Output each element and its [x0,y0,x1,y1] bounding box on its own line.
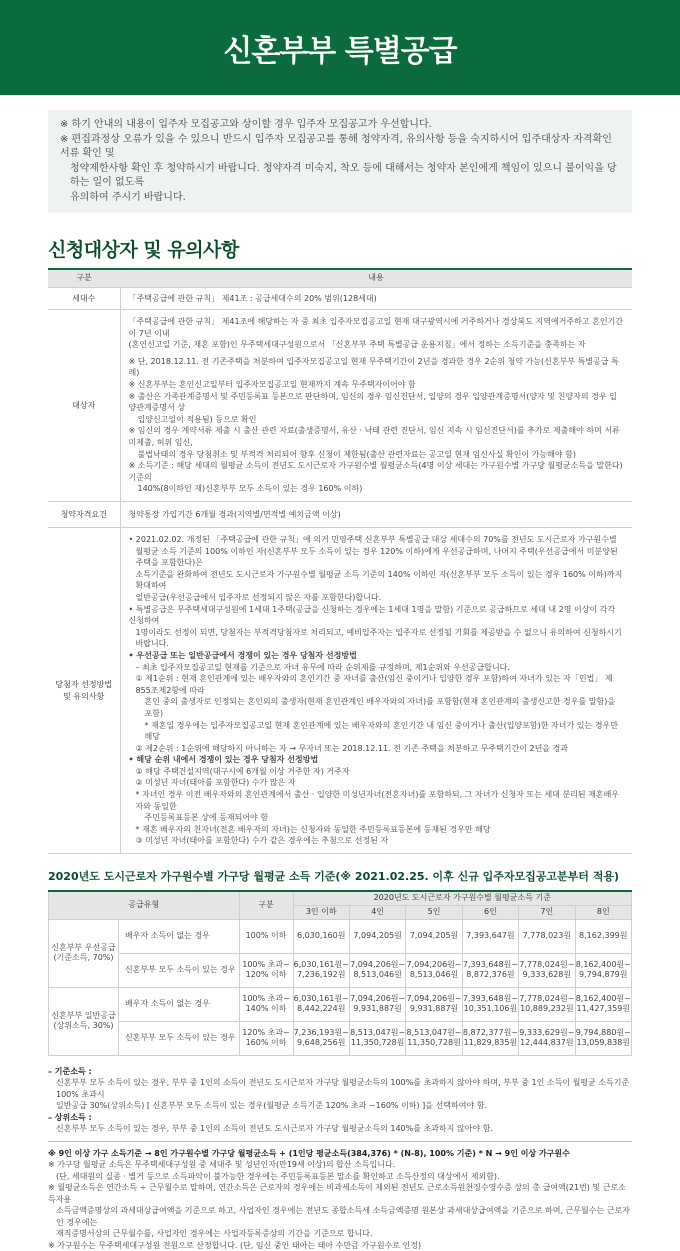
footnote-line: ※ 가구당 월평균 소득은 무주택세대구성원 중 세대주 및 성년인자(만19세 이상)의 합산 소득입니다. [48,1160,396,1170]
income-value: 7,393,648원~ 10,351,106원 [462,987,518,1021]
row-label: 세대수 [48,287,120,310]
text-line: * 자녀인 경우 이전 배우자와의 혼인관계에서 출산 · 입양한 미성년자녀(전혼자녀)를 포함하되, 그 자녀가 신청자 또는 세대 분리된 재혼배우자와 동일한 [135,790,620,811]
text-line: 일반공급(우선공급에서 입주자로 선정되지 않은 자를 포함한다)합니다. [135,592,382,602]
text-line: ※ 출산은 가족관계증명서 및 주민등록표 등본으로 판단하며, 임신의 경우 임신진단서, 입양의 경우 입양관계증명서(양자 및 친양자의 경우 입양관계증명서 상 [128,391,617,413]
footnote-line: ※ 9인 이상 가구 소득기준 → 8인 가구원수별 가구당 월평균소득 + (1인당 평균소득(384,376) * (N-8), 100% 기준) * N → 9인 이상 가구원수 [48,1148,570,1158]
income-value: 8,513,047원~ 11,350,728원 [406,1021,462,1055]
footnote-line: ※ 월평균소득은 연간소득 ÷ 근무월수로 말하며, 연간소득은 근로자의 경우에는 비과세소득이 제외된 전년도 근로소득원천징수영수증 상의 총 급여액(21번) 및 근로소득자용 [48,1183,626,1204]
text-line: 주민등록표등본 상에 등재되어야 함 [144,813,269,823]
income-case: 배우자 소득이 없는 경우 [119,919,240,953]
notice-line: ※ 편집과정상 오류가 있을 수 있으니 반드시 입주자 모집공고를 통해 청약자격, 유의사항 등을 숙지하시어 입주대상자 자격확인 서류 확인 및 [60,133,612,159]
income-value: 7,778,023원 [519,919,575,953]
table-row [48,310,632,502]
income-row [49,987,632,1021]
text-line: 월평균 소득 기준의 100% 이하인 자(신혼부부 모두 소득이 있는 경우 120% 이하)에게 우선공급하며, 나머지 주택(우선공급에서 미분양된 주택을 포함한다)은 [135,546,618,568]
notice-line: 청약제한사항 확인 후 청약하시기 바랍니다. 청약자격 미숙지, 착오 등에 대해서는 청약자 본인에게 책임이 있으니 불이익을 당하는 일이 없도록 [70,162,617,188]
notice-box [48,110,632,213]
section-title-eligibility: 신청대상자 및 유의사항 [48,239,239,261]
text-line: 혼인 중의 출생자로 인정되는 혼인외의 출생자(현재 혼인관계인 배우자와의 자녀)를 포함함(현재 혼인관계의 출생신고한 경우를 말함)을 포함) [144,697,616,718]
text-line: – 최초 입주자모집공고일 현재를 기준으로 자녀 유무에 따라 순위제를 규정하며, 제1순위와 우선공급합니다. [135,662,510,672]
income-value: 8,872,377원~ 11,829,835원 [462,1021,518,1055]
text-line: ② 제2순위 : 1순위에 해당하지 아니하는 자 → 무자녀 또는 2018.12.11. 전 기존 주택을 처분하고 무주택기간이 2년을 경과 [135,743,569,753]
footnote-line: 소득금액증명상의 과세대상급여액을 기준으로 하고, 사업자인 경우에는 전년도 종합소득세 소득금액증명 원본상 과세대상급여액을 기준으로 하며, 근무월수는 근로자인 경우에는 [56,1206,630,1227]
row-label: 대상자 [48,310,120,502]
text-line: 불법낙태의 경우 당첨취소 및 부적격 처리되어 향후 신청이 제한됨(출산 관련자료는 공고일 현재 임신사실 확인이 가능해야 함) [137,449,577,459]
income-range: 100% 이하 [239,919,293,953]
col-header-size: 4인 [349,905,405,919]
col-header-gubun: 구분 [239,891,293,919]
col-header-size: 8인 [575,905,631,919]
table-row [48,287,632,310]
text-line: • 2021.02.02. 개정된 「주택공급에 관한 규칙」에 의거 민영주택 신혼부부 특별공급 대상 세대수의 70%를 전년도 도시근로자 가구원수별 [128,535,617,544]
row-content [120,528,632,854]
footnote-line: (단, 세대원의 실종 · 별거 등으로 소득파악이 불가능한 경우에는 주민등록표등본 말소를 확인하고 소득산정의 대상에서 제외함). [56,1171,500,1181]
eligibility-table [48,268,632,854]
row-label: 청약자격요건 [48,502,120,528]
row-content: 「주택공급에 관한 규칙」 제41조 : 공급세대수의 20% 범위(128세대) [120,287,632,310]
income-value: 7,236,193원~ 9,648,256원 [293,1021,349,1055]
note-heading: – 기준소득 : [48,1066,92,1076]
income-range: 100% 초과~ 140% 이하 [239,987,293,1021]
text-line: ① 해당 주택건설지역(대구시에 6개월 이상 거주한 자) 거주자 [135,766,350,776]
income-value: 7,094,206원~ 9,931,887원 [406,987,462,1021]
income-case: 배우자 소득이 없는 경우 [119,987,240,1021]
text-line: 「주택공급에 관한 규칙」 제41조에 해당하는 자 중 최초 입주자모집공고일 현재 대구광역시에 거주하거나 경상북도 지역에거주하고 혼인기간이 7년 이내 [128,317,624,338]
col-header-size: 6인 [462,905,518,919]
income-value: 7,393,648원~ 8,872,376원 [462,953,518,987]
income-range: 100% 초과~ 120% 이하 [239,953,293,987]
table-row [48,528,632,854]
income-value: 6,030,161원~ 8,442,224원 [293,987,349,1021]
row-content [120,310,632,502]
note-line: 신혼부부 모두 소득이 있는 경우, 부부 중 1인의 소득이 전년도 도시근로자 가구당 월평균소득의 140%를 초과하지 않아야 함. [56,1124,493,1134]
divider [48,1141,632,1142]
income-value: 8,162,400원~ 9,794,879원 [575,953,631,987]
text-line: ① 제1순위 : 현재 혼인관계에 있는 배우자와의 혼인기간 중 자녀를 출산(임신 중이거나 입양한 경우 포함)하여 자녀가 있는 자「민법」 제855조제2항에 따라 [135,674,613,695]
income-value: 7,393,647원 [462,919,518,953]
text-line: * 재혼일 경우에는 입주자모집공고일 현재 혼인관계에 있는 배우자와의 혼인기간 내 임신 중이거나 출산(입양포함)한 자녀가 있는 경우만 해당 [144,720,618,742]
text-line: • 해당 순위 내에서 경쟁이 있는 경우 당첨자 선정방법 [128,755,319,765]
income-row [49,919,632,953]
text-line: ③ 미성년 자녀(태아를 포함한다) 수가 같은 경우에는 추첨으로 선정된 자 [135,836,389,846]
text-line: (혼인신고일 기준, 재혼 포함)인 무주택세대구성원으로서 「신혼부부 주택 특별공급 운용지침」에서 정하는 소득기준을 충족하는 자 [128,340,586,350]
supply-type-label: 신혼부부 우선공급 (기준소득, 70%) [49,919,119,987]
text-line: 1명이라도 선정이 되면, 당첨자는 부적격당첨자로 처리되고, 예비입주자는 입주자로 선정될 기회를 제공받을 수 없으니 유의하여 신청하시기 바랍니다. [135,627,622,649]
text-line: ※ 임신의 경우 계약서류 제출 시 출산 관련 자료(출생증명서, 유산 · 낙태 관련 진단서, 임신 지속 시 임신진단서)를 추가로 제출해야 하며 서류 미제출, 허위 임신, [128,426,620,448]
income-value: 8,162,399원 [575,919,631,953]
note-line: 신혼부부 모두 소득이 있는 경우, 부부 중 1인의 소득이 전년도 도시근로자 가구당 월평균소득의 100%를 초과하지 않아야 하며, 부부 중 1인 소득이 월평균 소득기준 100% 초과시 [56,1078,630,1099]
text-line: 140%(8이하인 재)신혼부부 모두 소득이 있는 경우 160% 이하) [137,484,363,494]
text-line: ② 미성년 자녀(태아를 포함한다) 수가 많은 자 [135,778,296,788]
income-case: 신혼부부 모두 소득이 있는 경우 [119,1021,240,1055]
page-banner [0,0,680,95]
note-line: 일반공급 30%(상위소득) [ 신혼부부 모두 소득이 있는 경우(월평균 소득기준 120% 초과 ~160% 이하) ]을 선택하여야 함. [56,1101,488,1111]
row-label: 당첨자 선정방법 및 유의사항 [48,528,120,854]
col-header-group: 2020년도 도시근로자 가구원수별 월평균소득 기준 [293,891,631,905]
col-header-gubun: 구분 [48,269,120,287]
footnotes [48,1148,632,1251]
table-row [48,502,632,528]
income-value: 9,333,629원~ 12,444,837원 [519,1021,575,1055]
income-value: 7,778,024원~ 10,889,232원 [519,987,575,1021]
income-value: 7,094,205원 [349,919,405,953]
row-content: 청약통장 가입기간 6개월 경과(지역별/면적별 예치금액 이상) [120,502,632,528]
income-range: 120% 초과~ 160% 이하 [239,1021,293,1055]
note-heading: – 상위소득 : [48,1112,92,1122]
income-table [48,890,632,1056]
income-row [49,1021,632,1055]
footnote-line: ※ 가구원수는 무주택세대구성원 전원으로 산정합니다. (단, 임신 중인 태아는 태아 수만큼 가구원수로 인정) [48,1240,422,1250]
income-table-title: 2020년도 도시근로자 가구원수별 가구당 월평균 소득 기준(※ 2021.02.25. 이후 신규 입주자모집공고분부터 적용) [48,870,620,884]
income-value: 6,030,161원~ 7,236,192원 [293,953,349,987]
text-line: ※ 단, 2018.12.11. 전 기존주택을 처분하여 입주자모집공고일 현재 무주택기간이 2년을 경과한 경우 2순위 청약 가능(신혼부부 특별공급 특례) [128,356,619,378]
text-line: ※ 소득기준 : 해당 세대의 월평균 소득이 전년도 도시근로자 가구원수별 월평균소득(4명 이상 세대는 가구원수별 가구당 월평균소득을 말한다) 기준의 [128,461,623,482]
income-value: 7,094,206원~ 8,513,046원 [349,953,405,987]
income-value: 9,794,880원~ 13,059,838원 [575,1021,631,1055]
col-header-type: 공급유형 [49,891,240,919]
income-notes [48,1066,632,1135]
notice-line: 유의하여 주시기 바랍니다. [70,191,186,203]
col-header-content: 내용 [120,269,632,287]
col-header-size: 5인 [406,905,462,919]
text-line: • 우선공급 또는 일반공급에서 경쟁이 있는 경우 당첨자 선정방법 [128,650,357,660]
footnote-line: 재직증명서상의 근무월수를, 사업자인 경우에는 사업자등록증상의 기간을 기준으로 합니다. [56,1229,373,1239]
text-line: 소득기준을 완화하여 전년도 도시근로자 가구원수별 월평균 소득 기준의 140% 이하인 자(신혼부부 모두 소득이 있는 경우 160% 이하)까지 확대하여 [135,569,623,591]
supply-type-label: 신혼부부 일반공급 (상위소득, 30%) [49,987,119,1055]
text-line: * 재혼 배우자의 친자녀(전혼 배우자의 자녀)는 신청자와 동일한 주민등록표등본에 등재된 경우만 해당 [135,824,491,834]
text-line: • 특별공급은 무주택세대구성원에 1세대 1주택(공급을 신청하는 경우에는 1세대 1명을 말함) 기준으로 공급하므로 세대 내 2명 이상이 각각 신청하여 [128,604,616,626]
text-line: 입양신고일이 적용됨) 등으로 확인 [137,414,257,424]
income-value: 7,778,024원~ 9,333,628원 [519,953,575,987]
col-header-size: 3인 이하 [293,905,349,919]
income-value: 7,094,206원~ 8,513,046원 [406,953,462,987]
income-case: 신혼부부 모두 소득이 있는 경우 [119,953,240,987]
income-value: 7,094,206원~ 9,931,887원 [349,987,405,1021]
notice-line: ※ 하기 안내의 내용이 입주자 모집공고와 상이할 경우 입주자 모집공고가 우선합니다. [60,119,432,130]
col-header-size: 7인 [519,905,575,919]
page-title: 신혼부부 특별공급 [223,33,457,69]
income-value: 7,094,205원 [406,919,462,953]
income-value: 8,513,047원~ 11,350,728원 [349,1021,405,1055]
income-row [49,953,632,987]
income-value: 6,030,160원 [293,919,349,953]
text-line: ※ 신혼부부는 혼인신고일부터 입주자모집공고일 현재까지 계속 무주택자이어야 함 [128,380,416,390]
income-value: 8,162,400원~ 11,427,359원 [575,987,631,1021]
